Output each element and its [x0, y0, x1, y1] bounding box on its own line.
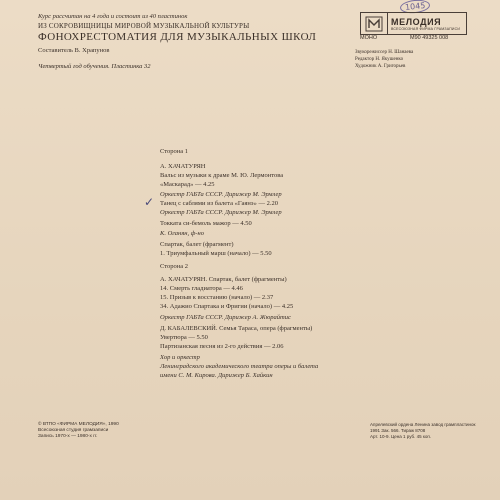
- performer-line: имени С. М. Кирова. Дирижер Б. Хайкин: [160, 372, 273, 379]
- footer-line: Всесоюзная студия грамзаписи: [38, 428, 109, 433]
- track-title: Токката си-бемоль мажор — 4.50: [160, 220, 252, 227]
- manufacturer-block: [370, 422, 476, 440]
- side1-heading: Сторона 1: [160, 148, 188, 155]
- course-note: Курс рассчитан на 4 года и состоит из 40 пластинок: [38, 13, 188, 20]
- performer-line: Хор и оркестр: [160, 354, 200, 361]
- performer-line: Ленинградского академического театра оперы и балета: [160, 363, 319, 370]
- track-title: 1. Триумфальный марш (начало) — 5.50: [160, 250, 272, 257]
- series-title: ИЗ СОКРОВИЩНИЦЫ МИРОВОЙ МУЗЫКАЛЬНОЙ КУЛЬТУРЫ: [38, 22, 250, 30]
- side1-composer: А. ХАЧАТУРЯН: [160, 163, 206, 170]
- checkmark-icon: ✓: [144, 195, 155, 209]
- track-title: Увертюра — 5.50: [160, 334, 208, 341]
- side2-composer: Д. КАБАЛЕВСКИЙ. Семья Тараса, опера (фрагменты): [160, 325, 313, 332]
- footer-line: Апрелевский ордена Ленина завод грампластинок: [370, 422, 476, 427]
- label-name: МЕЛОДИЯ: [391, 16, 442, 27]
- track-title: «Маскарад» — 4.25: [160, 181, 215, 188]
- footer-line: Запись 1970-х — 1980-х гг.: [38, 434, 98, 439]
- melodiya-emblem-icon: [361, 13, 388, 34]
- footer-line: 1991 Зак. 566. Тираж 8708: [370, 428, 426, 433]
- track-title: Партизанская песня из 2-го действия — 2.06: [160, 343, 284, 350]
- track-title: Спартак, балет (фрагмент): [160, 241, 234, 248]
- track-title: 14. Смерть гладиатора — 4.46: [160, 285, 243, 292]
- credit-line: Редактор Н. Якушенко: [355, 57, 404, 62]
- side2-heading: Сторона 2: [160, 263, 188, 270]
- performer-line: Оркестр ГАБТа СССР. Дирижер А. Жюрайтис: [160, 314, 291, 321]
- melodiya-logo: [360, 12, 467, 35]
- performer-line: Оркестр ГАБТа СССР. Дирижер М. Эрмлер: [160, 209, 282, 216]
- compiler-line: Составитель В. Храпунов: [38, 47, 110, 54]
- page-title: ФОНОХРЕСТОМАТИЯ ДЛЯ МУЗЫКАЛЬНЫХ ШКОЛ: [38, 31, 317, 43]
- side2-composer: А. ХАЧАТУРЯН. Спартак, балет (фрагменты): [160, 276, 287, 283]
- catalog-number: М90 49325 008: [410, 35, 449, 41]
- grade-line: Четвертый год обучения. Пластинка 32: [38, 63, 151, 70]
- performer-line: Оркестр ГАБТа СССР. Дирижер М. Эрмлер: [160, 191, 282, 198]
- track-title: Вальс из музыки к драме М. Ю. Лермонтова: [160, 172, 284, 179]
- label-subtitle: ВСЕСОЮЗНАЯ ФИРМА ГРАМЗАПИСИ: [391, 26, 461, 31]
- credit-line: Художник А. Григорьев: [355, 64, 406, 69]
- track-title: Танец с саблями из балета «Гаянэ» — 2.20: [160, 200, 278, 207]
- footer-line: Арт. 10-9. Цена 1 руб. 45 коп.: [370, 434, 432, 439]
- footer-line: © ВТПО «ФИРМА МЕЛОДИЯ», 1990: [38, 422, 119, 427]
- copyright-block: [38, 422, 119, 440]
- mono-mark: МОНО: [360, 35, 378, 41]
- credits-block: [355, 49, 413, 70]
- track-title: 15. Призыв к восстанию (начало) — 2.37: [160, 294, 274, 301]
- handwritten-number: 1045: [399, 0, 431, 15]
- credit-line: Звукорежиссер Н. Шанаева: [355, 50, 414, 55]
- track-title: 34. Адажио Спартака и Фригии (начало) — 4.25: [160, 303, 294, 310]
- performer-line: К. Оганян, ф-но: [160, 230, 205, 237]
